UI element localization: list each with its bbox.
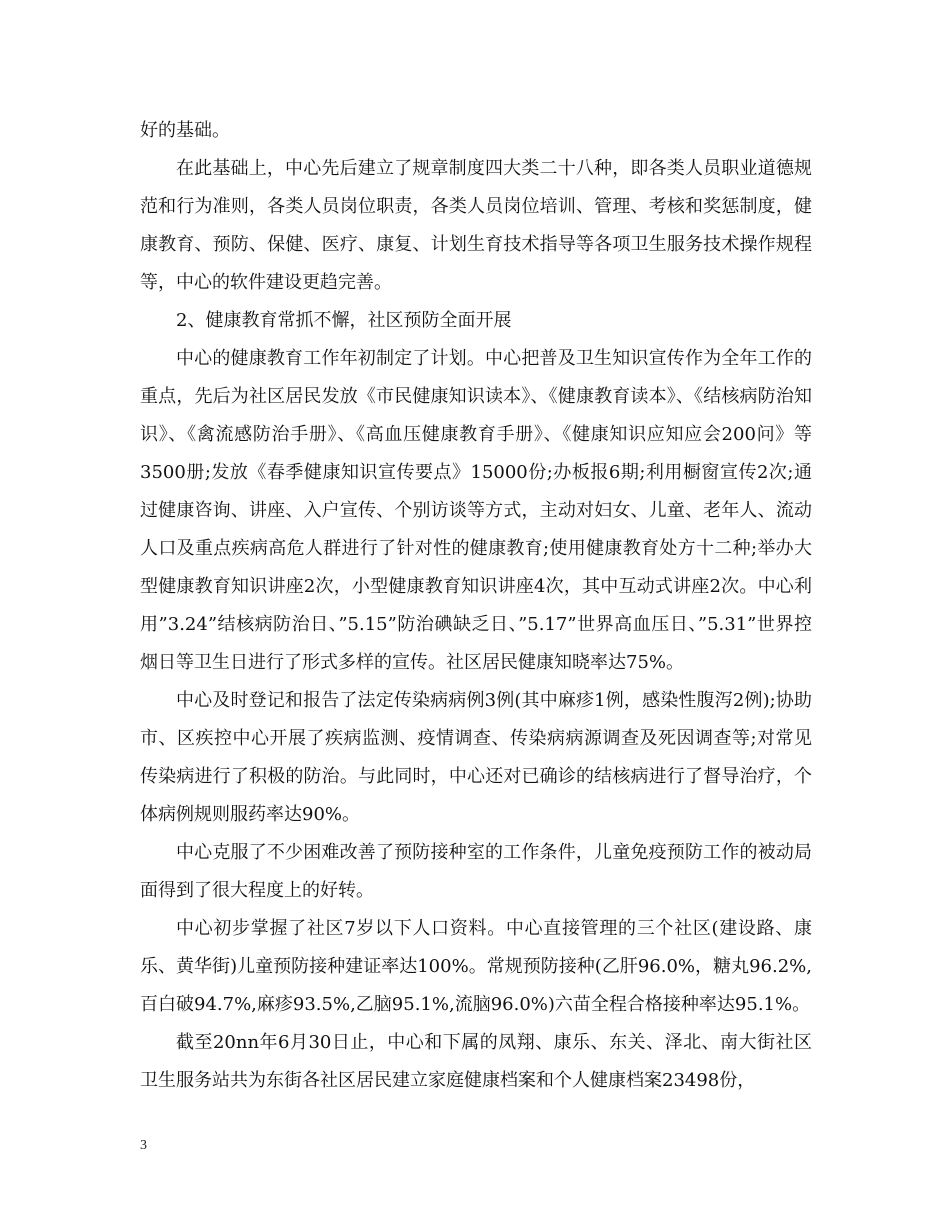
paragraph-vaccination-room: 中心克服了不少困难改善了预防接种室的工作条件，儿童免疫预防工作的被动局面得到了很大程度上的好转。 <box>140 842 812 901</box>
page-number: 3 <box>140 1138 147 1153</box>
paragraph-health-records: 截至20nn年6月30日止，中心和下属的凤翔、康乐、东关、泽北、南大街社区卫生服务站共为东街各社区居民建立家庭健康档案和个人健康档案23498份， <box>140 1032 812 1091</box>
paragraph-continuation: 好的基础。 <box>140 120 230 141</box>
paragraph-infectious-disease: 中心及时登记和报告了法定传染病病例3例(其中麻疹1例，感染性腹泻2例);协助市、区疾控中心开展了疾病监测、疫情调查、传染病病源调查及死因调查等;对常见传染病进行了积极的防治。与此同时，中心还对已确诊的结核病进行了督导治疗，个体病例规则服药率达90%。 <box>140 690 812 825</box>
paragraph-health-education: 中心的健康教育工作年初制定了计划。中心把普及卫生知识宣传作为全年工作的重点，先后为社区居民发放《市民健康知识读本》、《健康教育读本》、《结核病防治知识》、《禽流感防治手册》、《高血压健康教育手册》、《健康知识应知应会200问》等3500册;发放《春季健康知识宣传要点》15000份;办板报6期;利用橱窗宣传2次;通过健康咨询、讲座、入户宣传、个别访谈等方式，主动对妇女、儿童、老年人、流动人口及重点疾病高危人群进行了针对性的健康教育;使用健康教育处方十二种;举办大型健康教育知识讲座2次，小型健康教育知识讲座4次，其中互动式讲座2次。中心利用”3.24”结核病防治日、”5.15”防治碘缺乏日、”5.17”世界高血压日、”5.31”世界控烟日等卫生日进行了形式多样的宣传。社区居民健康知晓率达75%。 <box>140 348 812 673</box>
paragraph-immunization-rates: 中心初步掌握了社区7岁以下人口资料。中心直接管理的三个社区(建设路、康乐、黄华街)儿童预防接种建证率达100%。常规预防接种(乙肝96.0%，糖丸96.2%,百白破94.7%,麻疹93.5%,乙脑95.1%,流脑96.0%)六苗全程合格接种率达95.1%。 <box>140 918 812 1015</box>
section-heading-health-education: 2、健康教育常抓不懈，社区预防全面开展 <box>176 310 512 331</box>
paragraph-regulations: 在此基础上，中心先后建立了规章制度四大类二十八种，即各类人员职业道德规范和行为准则，各类人员岗位职责，各类人员岗位培训、管理、考核和奖惩制度，健康教育、预防、保健、医疗、康复、计划生育技术指导等各项卫生服务技术操作规程等，中心的软件建设更趋完善。 <box>140 158 812 293</box>
body-text <box>140 112 812 1100</box>
